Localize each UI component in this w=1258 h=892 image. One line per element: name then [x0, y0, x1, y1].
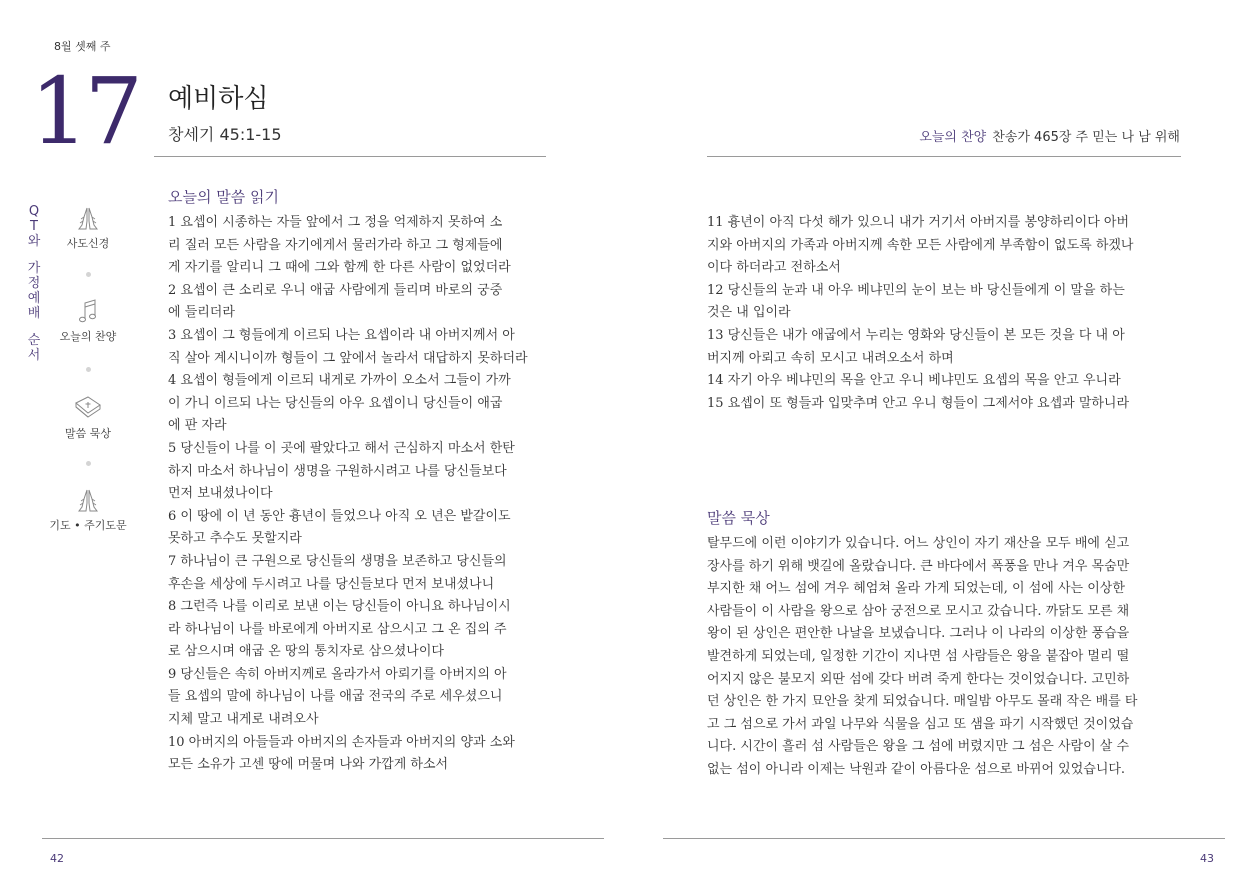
verse-line: 버지께 아뢰고 속히 모시고 내려오소서 하며: [707, 350, 954, 366]
verse-line: 에 판 자라: [168, 418, 227, 434]
vertical-char: 와: [27, 234, 41, 249]
week-label: 8월 셋째 주: [54, 40, 111, 53]
verse-line: 리 질러 모든 사람을 자기에게서 물러가라 하고 그 형제들에: [168, 237, 503, 253]
vertical-gap: [26, 249, 42, 261]
verse-line: 지와 아버지의 가족과 아버지께 속한 모든 사람에게 부족함이 없도록 하겠나: [707, 237, 1134, 253]
verse-line: 11 흉년이 아직 다섯 해가 있으니 내가 거기서 아버지를 봉양하리이다 아버: [707, 215, 1130, 230]
step-prayer: [48, 487, 128, 533]
verse-line: 들 요셉의 말에 하나님이 나를 애굽 전국의 주로 세우셨으니: [168, 689, 503, 705]
hymn-info: [919, 126, 1180, 145]
vertical-char: T: [30, 219, 38, 234]
verse-line: 게 자기를 알리니 그 때에 그와 함께 한 다른 사람이 없었더라: [168, 260, 511, 276]
hymn-label: 오늘의 찬양: [919, 130, 987, 145]
praying-hands-icon: [73, 487, 103, 515]
praying-hands-icon: [73, 205, 103, 233]
reading-text-right: [707, 212, 1181, 415]
meditation-line: 없는 섬이 아니라 이제는 낙원과 같이 아름다운 섬으로 바뀌어 있었습니다.: [707, 761, 1126, 777]
verse-line: 4 요셉이 형들에게 이르되 내게로 가까이 오소서 그들이 가까: [168, 373, 511, 389]
verse-line: 15 요셉이 또 형들과 입맞추며 안고 우니 형들이 그제서야 요셉과 말하니라: [707, 395, 1130, 411]
hymn-text: 찬송가 465장 주 믿는 나 남 위해: [992, 130, 1180, 145]
step-label: 말씀 묵상: [64, 427, 111, 440]
step-label: 오늘의 찬양: [59, 330, 117, 343]
verse-line: 8 그런즉 나를 이리로 보낸 이는 당신들이 아니요 하나님이시: [168, 599, 511, 615]
verse-line: 이 가니 이르되 나는 당신들의 아우 요셉이니 당신들이 애굽: [168, 395, 503, 411]
verse-line: 9 당신들은 속히 아버지께로 올라가서 아뢰기를 아버지의 아: [168, 666, 507, 682]
meditation-title: 말씀 묵상: [707, 509, 770, 527]
vertical-char: 배: [27, 306, 41, 321]
vertical-char: 순: [27, 333, 41, 348]
meditation-line: 니다. 시간이 흘러 섬 사람들은 왕을 그 섬에 버렸지만 그 섬은 사람이 살 수: [707, 739, 1130, 755]
verse-line: 모든 소유가 고센 땅에 머물며 나와 가깝게 하소서: [168, 757, 449, 773]
bible-book-icon: [72, 393, 104, 423]
verse-line: 이다 하더라고 전하소서: [707, 260, 841, 276]
meditation-line: 어지지 않은 불모지 외딴 섬에 갖다 버려 죽게 한다는 것이었습니다. 고민하: [707, 671, 1130, 687]
page-number-left: 42: [50, 852, 64, 865]
reading-text-left: [168, 212, 556, 777]
step-apostles-creed: [48, 205, 128, 251]
header-rule-left: [154, 156, 546, 157]
meditation-line: 탈무드에 이런 이야기가 있습니다. 어느 상인이 자기 재산을 모두 배에 싣고: [707, 536, 1130, 551]
vertical-char: Q: [28, 204, 40, 219]
meditation-line: 부지한 채 어느 섬에 겨우 헤엄쳐 올라 가게 되었는데, 이 섬에 사는 이상한: [707, 581, 1125, 597]
verse-line: 7 하나님이 큰 구원으로 당신들의 생명을 보존하고 당신들의: [168, 553, 507, 569]
verse-line: 3 요셉이 그 형들에게 이르되 나는 요셉이라 내 아버지께서 아: [168, 327, 515, 343]
page-title: 예비하심: [168, 84, 269, 114]
verse-line: 직 살아 계시니이까 형들이 그 앞에서 놀라서 대답하지 못하더라: [168, 350, 528, 366]
meditation-line: 고 그 섬으로 가서 과일 나무와 식물을 심고 또 샘을 파기 시작했던 것이었습: [707, 716, 1134, 732]
verse-line: 후손을 세상에 두시려고 나를 당신들보다 먼저 보내셨나니: [168, 576, 495, 592]
header-rule-right: [707, 156, 1181, 157]
verse-line: 12 당신들의 눈과 내 아우 베냐민의 눈이 보는 바 당신들에게 이 말을 하는: [707, 282, 1125, 298]
footer-rule-right: [663, 838, 1225, 839]
step-meditation: [48, 393, 128, 441]
step-dot: [86, 367, 91, 372]
step-label: 사도신경: [66, 237, 110, 250]
music-note-icon: [73, 298, 103, 326]
meditation-line: 왕이 된 상인은 편안한 나날을 보냈습니다. 그러나 이 나라의 이상한 풍습을: [707, 626, 1130, 642]
verse-line: 것은 내 입이라: [707, 305, 791, 321]
step-dot: [86, 272, 91, 277]
meditation-line: 사람들이 이 사람을 왕으로 삼아 궁전으로 모시고 갔습니다. 까닭도 모른 채: [707, 603, 1130, 619]
step-hymn: [48, 298, 128, 344]
verse-line: 13 당신들은 내가 애굽에서 누리는 영화와 당신들이 본 모든 것을 다 내 아: [707, 327, 1125, 343]
day-number: 17: [30, 58, 140, 165]
footer-rule-left: [42, 838, 604, 839]
verse-line: 14 자기 아우 베냐민의 목을 안고 우니 베냐민도 요셉의 목을 안고 우니라: [707, 373, 1121, 389]
vertical-char: 예: [27, 291, 41, 306]
verse-line: 못하고 추수도 못할지라: [168, 531, 302, 547]
verse-line: 1 요셉이 시종하는 자들 앞에서 그 정을 억제하지 못하여 소: [168, 215, 503, 230]
vertical-title: [26, 204, 42, 363]
scripture-reference: 창세기 45:1-15: [168, 125, 282, 144]
verse-line: 지체 말고 내게로 내려오사: [168, 712, 319, 728]
verse-line: 5 당신들이 나를 이 곳에 팔았다고 해서 근심하지 마소서 한탄: [168, 440, 515, 456]
verse-line: 에 들리더라: [168, 305, 235, 321]
verse-line: 먼저 보내셨나이다: [168, 486, 273, 502]
meditation-line: 장사를 하기 위해 뱃길에 올랐습니다. 큰 바다에서 폭풍을 만나 겨우 목숨만: [707, 558, 1130, 574]
vertical-char: 가: [27, 261, 41, 276]
verse-line: 2 요셉이 큰 소리로 우니 애굽 사람에게 들리며 바로의 궁중: [168, 282, 503, 298]
verse-line: 10 아버지의 아들들과 아버지의 손자들과 아버지의 양과 소와: [168, 734, 515, 750]
meditation-text: [707, 533, 1181, 782]
vertical-char: 정: [27, 276, 41, 291]
meditation-line: 발견하게 되었는데, 일정한 기간이 지나면 섬 사람들은 왕을 붙잡아 멀리 떨: [707, 648, 1130, 664]
verse-line: 로 삼으시며 애굽 온 땅의 통치자로 삼으셨나이다: [168, 644, 444, 660]
vertical-char: 서: [27, 348, 41, 363]
verse-line: 라 하나님이 나를 바로에게 아버지로 삼으시고 그 온 집의 주: [168, 621, 507, 637]
meditation-line: 던 상인은 한 가지 묘안을 찾게 되었습니다. 매일밤 아무도 몰래 작은 배를 타: [707, 694, 1138, 710]
vertical-gap: [26, 321, 42, 333]
reading-title: 오늘의 말씀 읽기: [168, 188, 279, 206]
step-label: 기도 • 주기도문: [49, 519, 127, 532]
verse-line: 하지 마소서 하나님이 생명을 구원하시려고 나를 당신들보다: [168, 463, 507, 479]
step-dot: [86, 461, 91, 466]
page-number-right: 43: [1200, 852, 1214, 865]
verse-line: 6 이 땅에 이 년 동안 흉년이 들었으나 아직 오 년은 밭갈이도: [168, 508, 511, 524]
